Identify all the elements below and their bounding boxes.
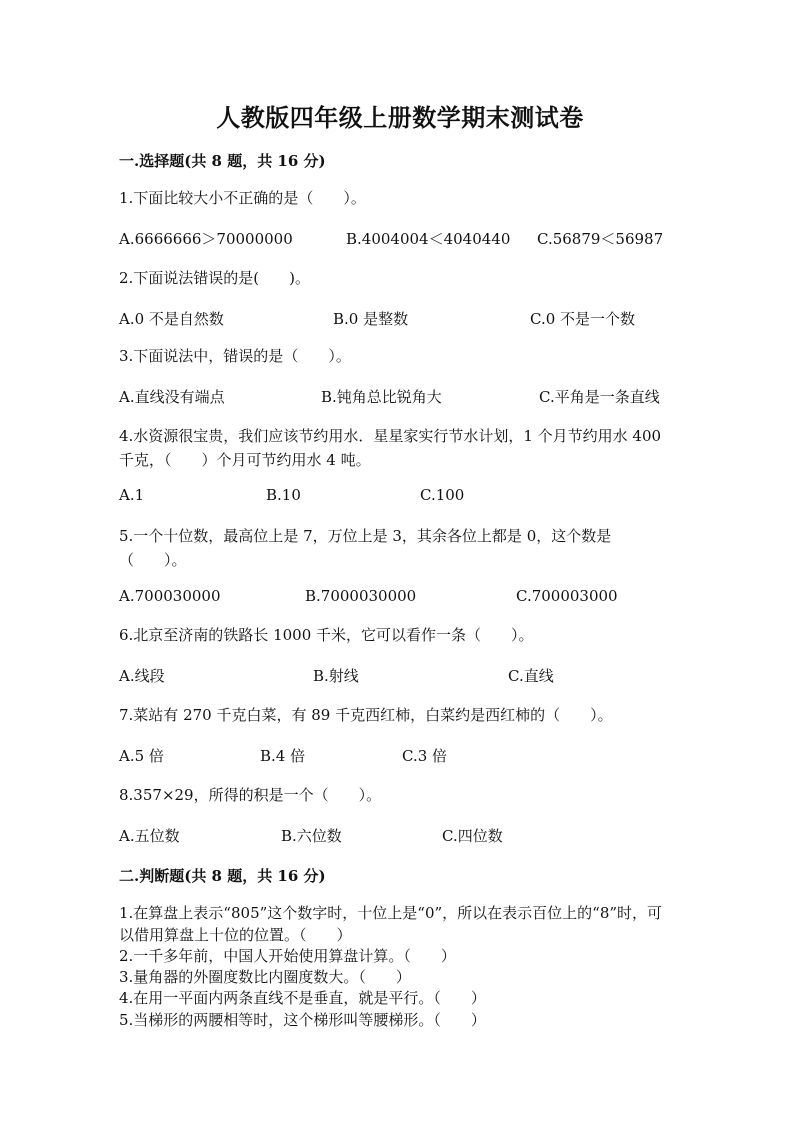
option-a: A.线段 xyxy=(119,667,165,685)
option-c: C.100 xyxy=(420,486,465,504)
question-4: 4.水资源很宝贵，我们应该节约用水．星星家实行节水计划，1 个月节约用水 400 千克，（ ）个月可节约用水 4 吨。 xyxy=(119,427,662,469)
judgment-item-5: 5.当梯形的两腰相等时，这个梯形叫等腰梯形。（ ） xyxy=(119,1011,486,1029)
option-c: C.平角是一条直线 xyxy=(539,388,660,406)
option-a: A.五位数 xyxy=(119,827,180,845)
question-1: 1.下面比较大小不正确的是（ ）。 xyxy=(119,189,366,207)
option-a: A.1 xyxy=(119,486,145,504)
question-6-options xyxy=(119,665,719,687)
option-b: B.六位数 xyxy=(281,827,342,845)
option-b: B.0 是整数 xyxy=(333,310,409,328)
judgment-item-1: 1.在算盘上表示“805”这个数字时，十位上是“0”，所以在表示百位上的“8”时，可以借用算盘上十位的位置。（ ） xyxy=(119,904,663,944)
question-8: 8.357×29，所得的积是一个（ ）。 xyxy=(119,786,382,804)
option-c: C.四位数 xyxy=(442,827,503,845)
section-heading-choice: 一.选择题(共 8 题，共 16 分) xyxy=(119,152,326,170)
judgment-item-2: 2.一千多年前，中国人开始使用算盘计算。（ ） xyxy=(119,947,456,965)
question-3-options xyxy=(119,386,719,408)
question-5: 5.一个十位数，最高位上是 7，万位上是 3，其余各位上都是 0，这个数是（ ）。 xyxy=(119,527,612,569)
judgment-item-4: 4.在用一平面内两条直线不是垂直，就是平行。（ ） xyxy=(119,989,486,1007)
option-b: B.10 xyxy=(266,486,301,504)
option-a: A.700030000 xyxy=(119,587,221,605)
question-3: 3.下面说法中，错误的是（ ）。 xyxy=(119,347,351,365)
option-b: B.4 倍 xyxy=(260,747,306,765)
option-c: C.0 不是一个数 xyxy=(530,310,636,328)
option-c: C.直线 xyxy=(508,667,554,685)
option-c: C.700003000 xyxy=(516,587,618,605)
option-a: A.6666666＞70000000 xyxy=(119,230,293,248)
option-c: C.3 倍 xyxy=(402,747,448,765)
option-a: A.0 不是自然数 xyxy=(119,310,224,328)
option-b: B.4004004＜4040440 xyxy=(346,230,511,248)
question-2: 2.下面说法错误的是( )。 xyxy=(119,269,311,287)
question-1-options xyxy=(119,228,719,250)
option-b: B.射线 xyxy=(313,667,359,685)
question-8-options xyxy=(119,825,719,847)
question-7-options xyxy=(119,745,719,767)
question-2-options xyxy=(119,308,719,330)
option-a: A.直线没有端点 xyxy=(119,388,225,406)
option-b: B.钝角总比锐角大 xyxy=(321,388,442,406)
option-c: C.56879＜56987 xyxy=(537,230,664,248)
option-b: B.7000030000 xyxy=(305,587,417,605)
section-heading-judgment: 二.判断题(共 8 题，共 16 分) xyxy=(119,867,326,885)
question-4-options xyxy=(119,486,719,508)
question-7: 7.菜站有 270 千克白菜，有 89 千克西红柿，白菜约是西红柿的（ ）。 xyxy=(119,706,613,724)
page-title: 人教版四年级上册数学期末测试卷 xyxy=(216,103,584,132)
question-5-options xyxy=(119,587,719,609)
option-a: A.5 倍 xyxy=(119,747,164,765)
question-6: 6.北京至济南的铁路长 1000 千米，它可以看作一条（ ）。 xyxy=(119,626,534,644)
judgment-item-3: 3.量角器的外圈度数比内圈度数大。（ ） xyxy=(119,968,411,986)
